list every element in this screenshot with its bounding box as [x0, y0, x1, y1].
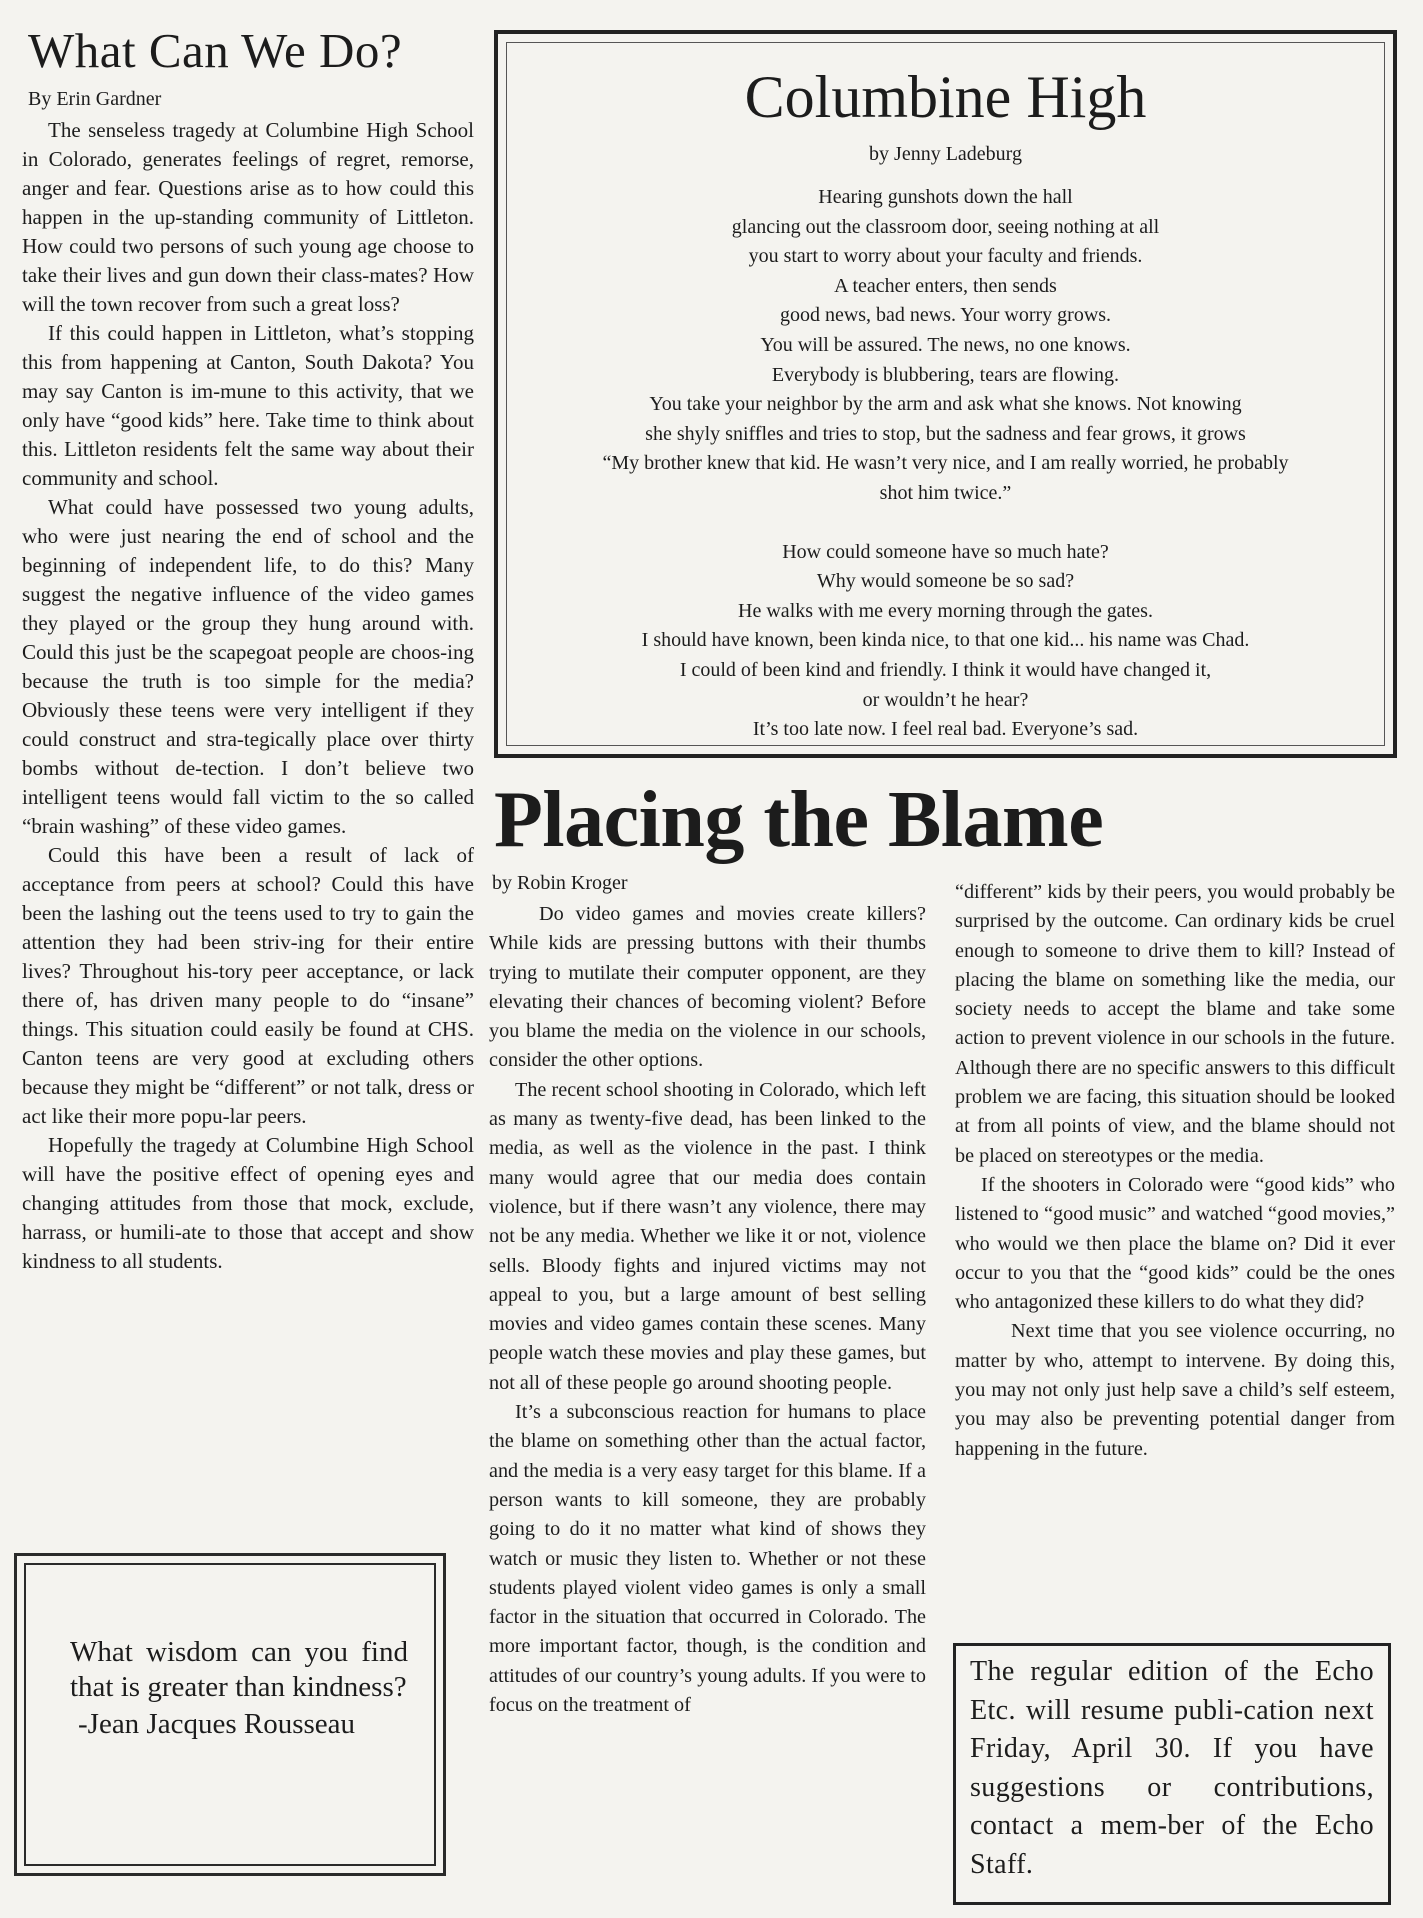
article-body — [22, 116, 474, 1276]
poem-line: glancing out the classroom door, seeing nothing at all — [731, 215, 1160, 238]
poem-line: You will be assured. The news, no one knows. — [760, 333, 1131, 356]
paragraph: The recent school shooting in Colorado, which left as many as twenty-five dead, has been linked to the media, as well as the violence in the past. I think many would agree that our media does contain violence, but if there wasn’t any violence, there may not be any media. Whether we like it or not, violence sells. Bloody fights and injured victims may not appeal to you, but a large amount of best selling movies and video games contain these scenes. Many people watch these movies and play these games, but not all of these people go around shooting people. — [489, 1078, 926, 1394]
paragraph: “different” kids by their peers, you would probably be surprised by the outcome. Can ordinary kids be cruel enough to someone to drive them to kill? Instead of placing the blame on something like the media, our society needs to accept the blame and take some action to prevent violence in our schools in the future. Although there are no specific answers to this difficult problem we are facing, this situation should be looked at from all points of view, and the blame should not be placed on stereotypes or the media. — [955, 881, 1395, 1167]
poem-line: or wouldn’t he hear? — [862, 688, 1029, 711]
poem-line: she shyly sniffles and tries to stop, but the sadness and fear grows, it grows — [645, 422, 1246, 445]
poem-line: It’s too late now. I feel real bad. Everyone’s sad. — [752, 718, 1139, 741]
paragraph: If the shooters in Colorado were “good kids” who listened to “good music” and watched “good movies,” who would we then place the blame on? Did it ever occur to you that the “good kids” could be the ones who antagonized these killers to do what they did? — [955, 1173, 1395, 1314]
article-what-can-we-do — [22, 22, 474, 1276]
paragraph: Next time that you see violence occurring, no matter by who, attempt to intervene. By doing this, you may not only just help save a child’s self esteem, you may also be preventing potential danger from happening in the future. — [955, 1320, 1395, 1460]
quote-author: -Jean Jacques Rousseau — [78, 1708, 356, 1740]
article-byline: By Erin Gardner — [28, 88, 162, 110]
paragraph: What could have possessed two young adults, who were just nearing the end of school and the beginning of independent life, to do this? Many suggest the negative influence of the video games they played or the group they hung around with. Could this just be the scapegoat people are choos-ing because the truth is too simple for the media? Obviously these teens were very intelligent if they could construct and stra-tegically place over thirty bombs without de-tection. I don’t believe two intelligent teens would fall victim to the so called “brain washing” of these video games. — [22, 495, 474, 838]
article-column-1 — [489, 900, 926, 1720]
quote-box — [14, 1553, 446, 1876]
poem-line: Hearing gunshots down the hall — [818, 186, 1073, 208]
article-byline: by Robin Kroger — [492, 872, 628, 894]
poem-title: Columbine High — [744, 64, 1147, 130]
paragraph: Do video games and movies create killers? While kids are pressing buttons with their thumbs trying to mutilate their computer opponent, are they elevating their chances of becoming violent? Before you blame the media on the violence in our schools, consider the other options. — [489, 903, 926, 1072]
paragraph: The senseless tragedy at Columbine High School in Colorado, generates feelings of regret, remorse, anger and fear. Questions arise as to how could this happen in the up-standing community of Littleton. How could two persons of such young age choose to take their lives and gun down their class-mates? How will the town recover from such a great loss? — [22, 118, 474, 316]
article-column-2 — [955, 878, 1395, 1464]
paragraph: If this could happen in Littleton, what’s stopping this from happening at Canton, South Dakota? You may say Canton is im-mune to this activity, that we only have “good kids” here. Take time to think about this. Littleton residents felt the same way about their community and school. — [22, 321, 474, 490]
stanza-break — [515, 509, 1376, 538]
quote-text: What wisdom can you find that is greater than kindness? — [70, 1636, 408, 1703]
quote-box-inner — [24, 1563, 436, 1866]
article-title: What Can We Do? — [28, 23, 403, 78]
paragraph: It’s a subconscious reaction for humans to place the blame on something other than the actual factor, and the media is a very easy target for this blame. If a person wants to kill someone, they are probably going to do it no matter what kind of shows they watch or music they listen to. Whether or not these students played violent video games is only a small factor in the situation that occurred in Colorado. The more important factor, though, is the condition and attitudes of our country’s young adults. If you were to focus on the treatment of — [489, 1401, 926, 1717]
poem-line: good news, bad news. Your worry grows. — [779, 304, 1112, 327]
headline: Placing the Blame — [494, 776, 1104, 864]
poem-line: You take your neighbor by the arm and ask what she knows. Not knowing — [649, 393, 1242, 416]
poem-line: A teacher enters, then sends — [834, 274, 1057, 297]
paragraph: Could this have been a result of lack of acceptance from peers at school? Could this have been the lashing out the teens used to try to gain the attention they had been striv-ing for their entire lives? Throughout his-tory peer acceptance, or lack there of, has driven many people to do “insane” things. This situation could easily be found at CHS. Canton teens are very good at excluding others because they might be “different” or not talk, dress or act like their more popu-lar peers. — [22, 843, 474, 1128]
poem-line: shot him twice.” — [879, 481, 1012, 504]
paragraph: Hopefully the tragedy at Columbine High School will have the positive effect of opening eyes and changing attitudes from those that mock, exclude, harrass, or humili-ate to those that accept and show kindness to all students. — [22, 1133, 474, 1273]
poem-line: Why would someone be so sad? — [816, 570, 1075, 593]
poem-line: I should have known, been kinda nice, to that one kid... his name was Chad. — [641, 629, 1250, 652]
notice-box — [953, 1643, 1391, 1905]
poem-line: you start to worry about your faculty and friends. — [748, 245, 1143, 268]
poem-line: Everybody is blubbering, tears are flowing. — [771, 363, 1120, 386]
poem-line: “My brother knew that kid. He wasn’t very nice, and I am really worried, he probably — [602, 452, 1289, 475]
poem-byline: by Jenny Ladeburg — [869, 143, 1022, 165]
poem-box-inner — [506, 42, 1385, 746]
poem-line: How could someone have so much hate? — [782, 540, 1109, 563]
poem-line: I could of been kind and friendly. I think it would have changed it, — [679, 658, 1212, 681]
poem-box — [494, 30, 1397, 758]
notice-text: The regular edition of the Echo Etc. will resume publi-cation next Friday, April 30. If you have suggestions or contributions, contact a mem-ber of the Echo Staff. — [970, 1656, 1374, 1880]
poem-line: He walks with me every morning through the gates. — [738, 599, 1153, 622]
